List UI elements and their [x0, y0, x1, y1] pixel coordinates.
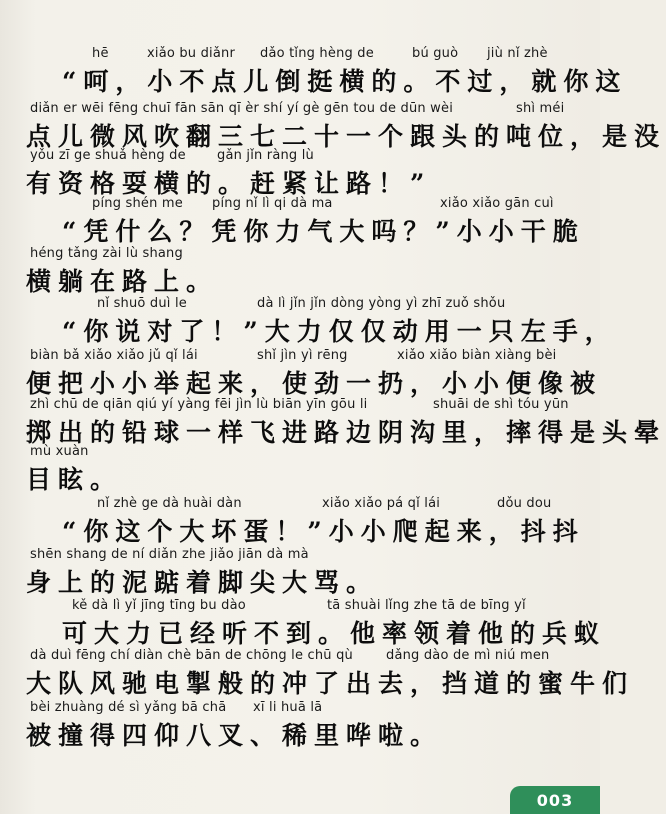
pinyin-segment: xiǎo bu diǎnr	[147, 46, 235, 61]
hanzi-line: 目眩。	[26, 465, 123, 494]
pinyin-segment: shì méi	[516, 101, 565, 116]
hanzi-line: 有资格耍横的。赶紧让路！”	[26, 169, 432, 198]
pinyin-segment: píng shén me	[92, 196, 183, 211]
pinyin-segment: biàn bǎ xiǎo xiǎo jǔ qǐ lái	[30, 348, 198, 363]
hanzi-line: 身上的泥踮着脚尖大骂。	[26, 568, 379, 597]
hanzi-line: 大队风驰电掣般的冲了出去，挡道的蜜牛们	[26, 669, 635, 698]
pinyin-segment: xiǎo xiǎo biàn xiàng bèi	[397, 348, 557, 363]
hanzi-line: 点儿微风吹翻三七二十一个跟头的吨位，是没	[26, 122, 666, 151]
pinyin-segment: dǒu dou	[497, 496, 552, 511]
hanzi-line: “你这个大坏蛋！”小小爬起来，抖抖	[62, 517, 585, 546]
pinyin-segment: hē	[92, 46, 109, 61]
pinyin-segment: nǐ zhè ge dà huài dàn	[97, 496, 242, 511]
pinyin-segment: dǎng dào de mì niú men	[386, 648, 550, 663]
pinyin-segment: diǎn er wēi fēng chuī fān sān qī èr shí yí gè gēn tou de dūn wèi	[30, 101, 454, 116]
pinyin-segment: jiù nǐ zhè	[487, 46, 548, 61]
pinyin-segment: píng nǐ lì qi dà ma	[212, 196, 333, 211]
pinyin-segment: zhì chū de qiān qiú yí yàng fēi jìn lù biān yīn gōu li	[30, 397, 368, 412]
pinyin-segment: xiǎo xiǎo pá qǐ lái	[322, 496, 441, 511]
pinyin-segment: shuāi de shì tóu yūn	[433, 397, 569, 412]
hanzi-line: 便把小小举起来，使劲一扔，小小便像被	[26, 369, 603, 398]
pinyin-segment: mù xuàn	[30, 444, 89, 459]
text-line	[0, 700, 600, 764]
pinyin-segment: xiǎo xiǎo gān cuì	[440, 196, 554, 211]
pinyin-segment: kě dà lì yǐ jīng tīng bu dào	[72, 598, 246, 613]
pinyin-segment: shēn shang de ní diǎn zhe jiǎo jiān dà mà	[30, 547, 309, 562]
pinyin-segment: bèi zhuàng dé sì yǎng bā chā	[30, 700, 227, 715]
hanzi-line: “你说对了！”大力仅仅动用一只左手，	[62, 317, 617, 346]
pinyin-segment: bú guò	[412, 46, 459, 61]
page-number: 003	[510, 786, 600, 814]
hanzi-line: 被撞得四仰八叉、稀里哗啦。	[26, 721, 443, 750]
hanzi-line: “凭什么？凭你力气大吗？”小小干脆	[62, 217, 585, 246]
pinyin-segment: shǐ jìn yì rēng	[257, 348, 348, 363]
pinyin-segment: dǎo tǐng hèng de	[260, 46, 374, 61]
hanzi-line: 可大力已经听不到。他率领着他的兵蚁	[62, 619, 607, 648]
pinyin-segment: dà duì fēng chí diàn chè bān de chōng le chū qù	[30, 648, 353, 663]
hanzi-line: “呵，小不点儿倒挺横的。不过，就你这	[62, 67, 628, 96]
pinyin-segment: xī li huā lā	[253, 700, 323, 715]
pinyin-segment: gǎn jǐn ràng lù	[217, 148, 314, 163]
pinyin-segment: dà lì jǐn jǐn dòng yòng yì zhī zuǒ shǒu	[257, 296, 506, 311]
hanzi-line: 横躺在路上。	[26, 267, 219, 296]
hanzi-line: 掷出的铅球一样飞进路边阴沟里，摔得是头晕	[26, 418, 666, 447]
pinyin-segment: tā shuài lǐng zhe tā de bīng yǐ	[327, 598, 526, 613]
pinyin-segment: héng tǎng zài lù shang	[30, 246, 183, 261]
pinyin-segment: yǒu zī ge shuǎ hèng de	[30, 148, 186, 163]
pinyin-segment: nǐ shuō duì le	[97, 296, 187, 311]
